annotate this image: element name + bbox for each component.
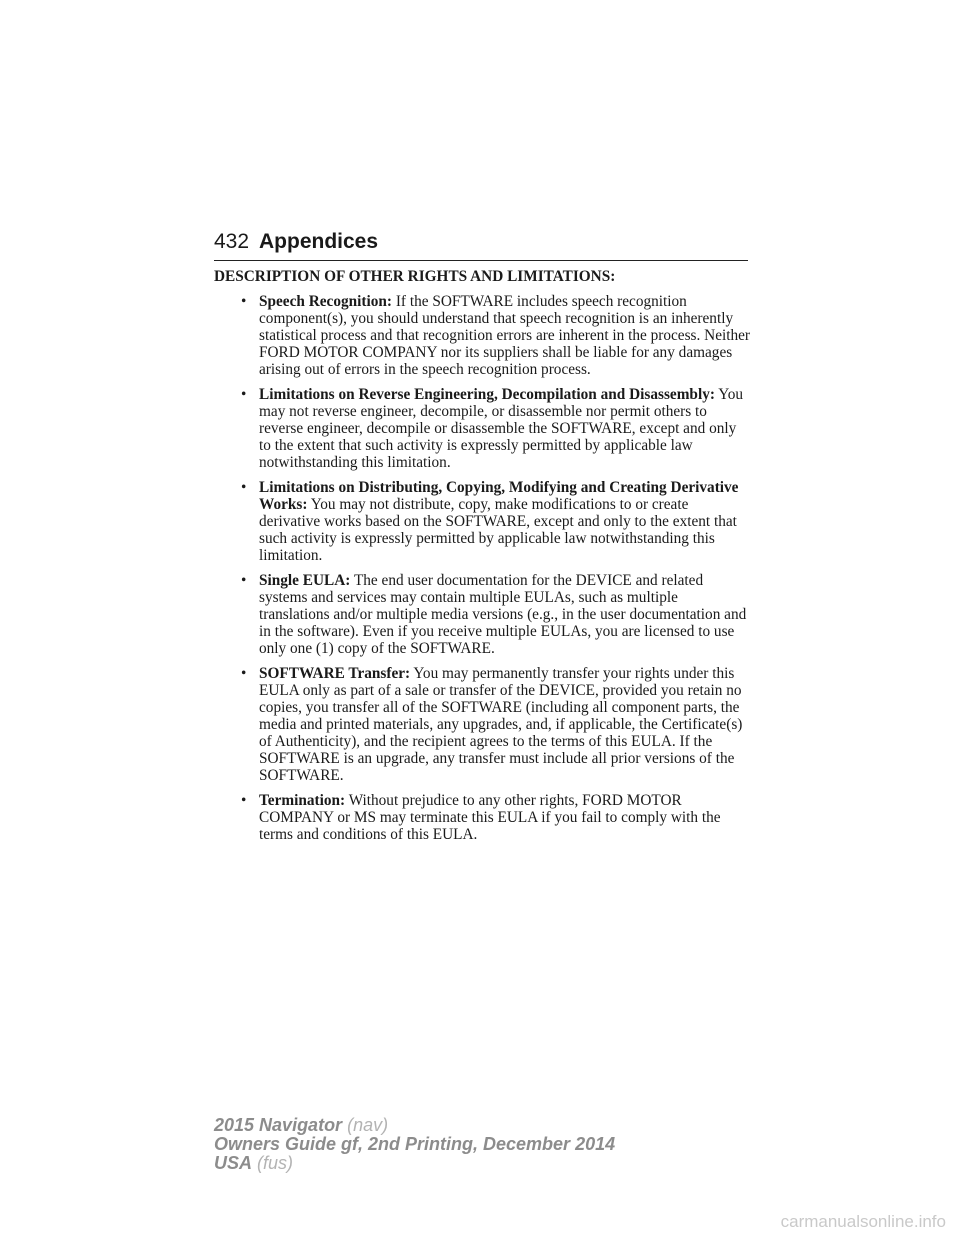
item-term: Single EULA: <box>259 572 351 589</box>
bullet-icon: • <box>241 572 247 589</box>
footer-region: USA <box>214 1153 253 1173</box>
section-title: Appendices <box>259 230 379 253</box>
item-term: SOFTWARE Transfer: <box>259 665 411 682</box>
item-text: If the SOFTWARE includes speech recognition component(s), you should understand that speech recognition is an inherently statistical process and that recognition errors are inherent in the process. Neither FORD MOTOR COMPANY nor its suppliers shall be liable for any damages arising out of errors in the speech recognition process. <box>259 293 751 378</box>
item-term: Speech Recognition: <box>259 293 392 310</box>
list-item-reverse-engineering <box>241 386 751 471</box>
list-item-software-transfer <box>241 665 751 784</box>
bullet-icon: • <box>241 792 247 809</box>
list-item-single-eula <box>241 572 751 657</box>
page-header <box>214 230 748 261</box>
footer-region-line <box>214 1154 615 1173</box>
item-text: You may not reverse engineer, decompile, or disassemble nor permit others to reverse engineer, decompile or disassemble the SOFTWARE, except and only to the extent that such activity is expressly permitted by applicable law notwithstanding this limitation. <box>259 386 744 471</box>
list-item-speech-recognition <box>241 293 751 378</box>
watermark: carmanualsonline.info <box>780 1212 946 1231</box>
footer-model: 2015 Navigator <box>214 1115 343 1135</box>
item-text: You may not distribute, copy, make modifications to or create derivative works based on the SOFTWARE, except and only to the extent that such activity is expressly permitted by applicable law notwithstanding this limitation. <box>259 496 737 564</box>
list-item-termination <box>241 792 751 843</box>
rights-list <box>241 293 751 843</box>
bullet-icon: • <box>241 479 247 496</box>
page-content <box>214 268 751 851</box>
bullet-icon: • <box>241 386 247 403</box>
page-number: 432 <box>214 230 250 253</box>
content-heading: DESCRIPTION OF OTHER RIGHTS AND LIMITATIONS: <box>214 268 616 285</box>
page-footer <box>214 1116 615 1173</box>
item-term: Limitations on Distributing, Copying, Modifying and Creating Derivative Works: <box>259 479 739 513</box>
footer-guide: Owners Guide gf, 2nd Printing, December 2014 <box>214 1134 616 1154</box>
footer-region-code: (fus) <box>257 1153 294 1173</box>
bullet-icon: • <box>241 665 247 682</box>
bullet-icon: • <box>241 293 247 310</box>
item-term: Termination: <box>259 792 346 809</box>
item-text: The end user documentation for the DEVICE and related systems and services may contain multiple EULAs, such as multiple translations and/or multiple media versions (e.g., in the user documentation and in the software). Even if you receive multiple EULAs, you are licensed to use only one (1) copy of the SOFTWARE. <box>259 572 747 657</box>
footer-model-line <box>214 1116 615 1135</box>
item-text: Without prejudice to any other rights, FORD MOTOR COMPANY or MS may terminate this EULA if you fail to comply with the terms and conditions of this EULA. <box>259 792 721 843</box>
list-item-distributing <box>241 479 751 564</box>
item-text: You may permanently transfer your rights under this EULA only as part of a sale or transfer of the DEVICE, provided you retain no copies, you transfer all of the SOFTWARE (including all component parts, the media and printed materials, any upgrades, and, if applicable, the Certificate(s) of Authenticity), and the recipient agrees to the terms of this EULA. If the SOFTWARE is an upgrade, any transfer must include all prior versions of the SOFTWARE. <box>259 665 743 784</box>
footer-model-code: (nav) <box>347 1115 389 1135</box>
item-term: Limitations on Reverse Engineering, Decompilation and Disassembly: <box>259 386 715 403</box>
